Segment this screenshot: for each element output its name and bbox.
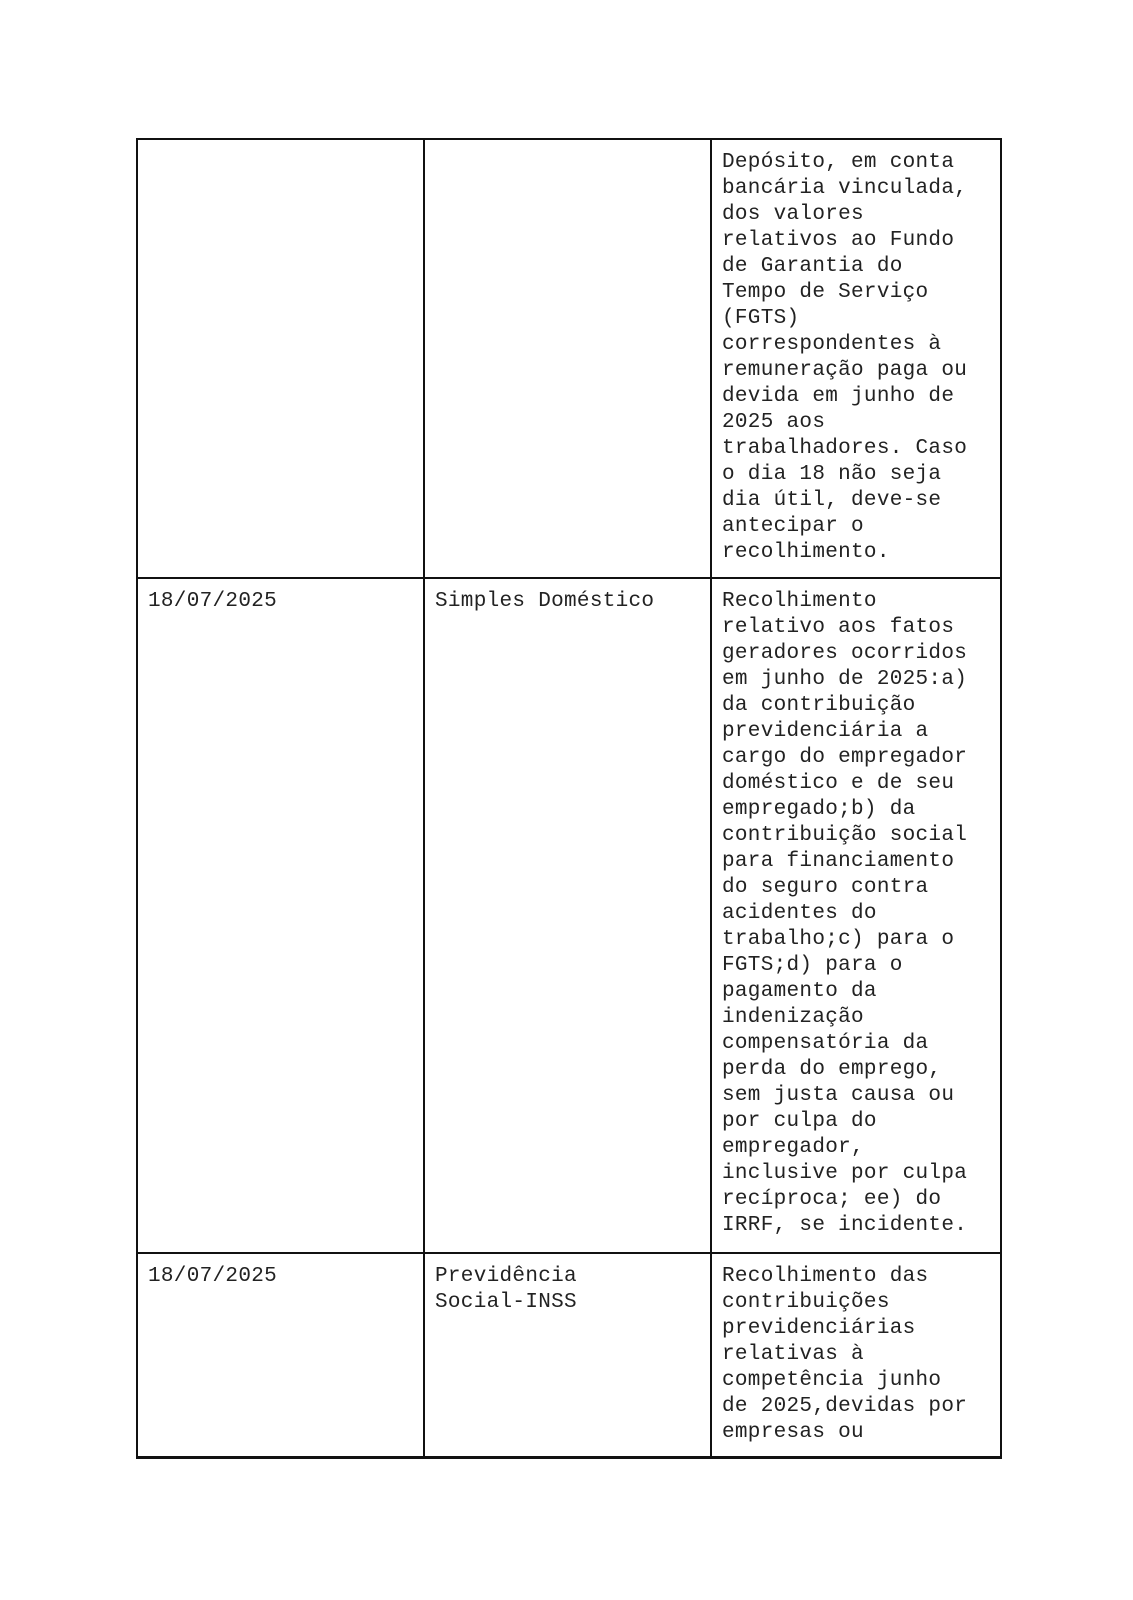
date-cell: 18/07/2025 xyxy=(137,1253,424,1458)
tax-calendar-table xyxy=(136,138,1002,1459)
table-row xyxy=(137,1253,1001,1458)
table-row xyxy=(137,578,1001,1253)
description-cell: Recolhimento das contribuições previdenciárias relativas à competência junho de 2025,devidas por empresas ou xyxy=(711,1253,1001,1458)
obligation-cell: Previdência Social-INSS xyxy=(424,1253,711,1458)
description-cell: Recolhimento relativo aos fatos geradores ocorridos em junho de 2025:a) da contribuição previdenciária a cargo do empregador doméstico e de seu empregado;b) da contribuição social para financiamento do seguro contra acidentes do trabalho;c) para o FGTS;d) para o pagamento da indenização compensatória da perda do emprego, sem justa causa ou por culpa do empregador, inclusive por culpa recíproca; ee) do IRRF, se incidente. xyxy=(711,578,1001,1253)
date-cell xyxy=(137,139,424,578)
obligation-cell: Simples Doméstico xyxy=(424,578,711,1253)
date-cell: 18/07/2025 xyxy=(137,578,424,1253)
obligation-cell xyxy=(424,139,711,578)
table-row xyxy=(137,139,1001,578)
description-cell: Depósito, em conta bancária vinculada, dos valores relativos ao Fundo de Garantia do Tempo de Serviço (FGTS) correspondentes à remuneração paga ou devida em junho de 2025 aos trabalhadores. Caso o dia 18 não seja dia útil, deve-se antecipar o recolhimento. xyxy=(711,139,1001,578)
